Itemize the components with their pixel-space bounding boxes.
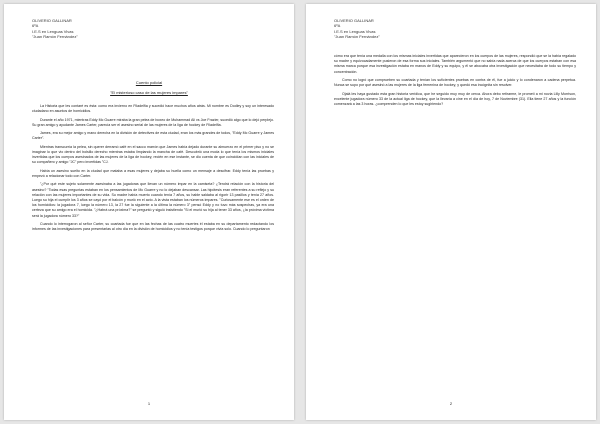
paragraph: Como no logró que comprueben su coartada y tenían los suficientes pruebas en contra de él, fue a juicio y lo condenaron a cadena perpetua. Nunca se supo por qué asesinó a las mujeres de la liga femenina de hockey, y quedó esa incógnita sin resolver. bbox=[334, 78, 576, 88]
paragraph: Ojalá les haya gustado esta gran historia verídica, que he seguido muy muy de cerca. Ahora debo retirarme, le prometí a mi novia Lilly Morrison, excelente jugadora número 33 de la actual liga de hockey, que la llevaría a cine en el día de hoy, 7 de Noviembre (31). Ella tiene 27 años y la función comenzará a las 3 horas. ¿comprenden lo que les estoy sugiriendo? bbox=[334, 91, 576, 106]
paragraph: Mientras transcurría la pelea, sin querer derramó café en el sacco marrón que James había dejado durante su almuerzo en el primer piso y no se imaginar lo que vio dentro del bolsillo derecho mientras estaba limpiando la mancha de café. Descubrió una moda lo que tenía los mismos iniciales invertidas que los cuerpos asesinados de las mujeres de la liga de hockey, recién en ese instante, se dio cuenta de que coincidían con las iniciales de su compañero y amigo "JC" pero invertidas "CJ. bbox=[32, 144, 274, 165]
class-grade: 6ºA bbox=[334, 23, 341, 29]
author-name: OLIVERIO GALLINAR bbox=[32, 18, 72, 23]
paragraph: La Historia que les contaré es ésta: como era invierno en Filadelfia y sucedió hace muchos años atrás. Mi nombre es Dodley y soy un interesado ciudadano en asuntos de homicidios. bbox=[32, 104, 274, 114]
school-name: I.E.S en Lenguas Vivas bbox=[32, 28, 74, 34]
class-grade: 6ºA bbox=[32, 23, 39, 29]
author-name: OLIVERIO GALLINAR bbox=[334, 18, 374, 23]
paragraph: James, era su mejor amigo y mano derecha en la división de detectives de esta ciudad, eran los más grandes de todos, "Eddy Mc Guarre y James Carter". bbox=[32, 131, 274, 141]
story-title: "El misterioso caso de las mujeres impares" bbox=[110, 90, 188, 95]
author-header bbox=[334, 18, 380, 40]
document-page-2 bbox=[306, 4, 596, 420]
story-genre-title: Cuento policial bbox=[135, 80, 163, 85]
paragraph: cómo era que tenía una medalla con los mismas iniciales invertidas que aparecieron en los cuerpos de las mujeres, respondió que se la había regalado su madre y equivocadamente pusieron de esa forma sus iniciales. También argumentó que no sabía nada acerca de que los cuerpos estaban con esa misma marca porque esa investigación estaba en manos de Eddy y su equipo, y él se abocaba otra investigación que necesitaba de todo su tiempo y concentración. bbox=[334, 54, 576, 74]
school-name: I.E.S en Lenguas Vivas bbox=[334, 28, 376, 34]
author-header bbox=[32, 18, 78, 40]
page-number: 2 bbox=[449, 400, 453, 406]
paragraph: "¿Por qué este sujeto solamente asesinaba a las jugadoras que llevan un número impar en la camiseta? ¿Tendrá relación con la historia del asesino? "Todas esas preguntas estaban en los pensamientos de Mc Guarre y no lo dejaban descansar. Las hipótesis eran referentes a su reflejo y su relación con las mujeres importantes de su vida. Su madre había muerto cuando tenía 7 años, su hable saldaba al rigorir 13 pasillos y tenía 27 años. Luego su hija el cumplir los 3 años se cayó por el balcón y murió en el acto. A la vista estaban los números impares. "Curiosamente ese es el orden de los homicidios: la jugadora 7, luego la número 13, la 27 fue la siguiente a la última la número 3" pensó Eddy y no tuvo más sospechas, ya era una certeza que su amigo era el homicida. "¿Habrá una próxima?" se preguntó y siguió insistiendo "Si el murió su hija al tener 33 años, ¿la próxima víctima será la jugadora número 33?" bbox=[32, 182, 274, 218]
document-page-1 bbox=[4, 4, 294, 420]
school-subname: "Juan Ramón Fernández" bbox=[334, 34, 380, 40]
story-body bbox=[32, 104, 274, 236]
story-body-continued bbox=[334, 54, 576, 110]
school-subname: "Juan Ramón Fernández" bbox=[32, 34, 78, 40]
paragraph: Durante el año 1971, mientras Eddy Mc Guarre miraba la gran pelea de boxeo de Muhammad Ali vs Joe Frazier, sucedió algo que lo dejó perplejo. Su gran amigo y ayudante James Carter, parecía ser el asesino serial de las mujeres de la liga de hockey de Filadelfia. bbox=[32, 117, 274, 127]
page-number: 1 bbox=[147, 400, 151, 406]
paragraph: Había un asesino suelto en la ciudad que mataba a esas mujeres y dejaba su huella como un mensaje a descifrar. Eddy tenía las pruebas y empezó a relacionar todo con Carter. bbox=[32, 168, 274, 178]
paragraph: Cuando lo interrogaron al señor Carter, su coartada fue que en las fechas de las cuatro muertes él estaba en su departamento redactando los informes de las investigaciones para presentarlas al otro día en la división de homicidios y no tenía testigos porque vivía solo. Cuando lo preguntaron bbox=[32, 221, 274, 232]
